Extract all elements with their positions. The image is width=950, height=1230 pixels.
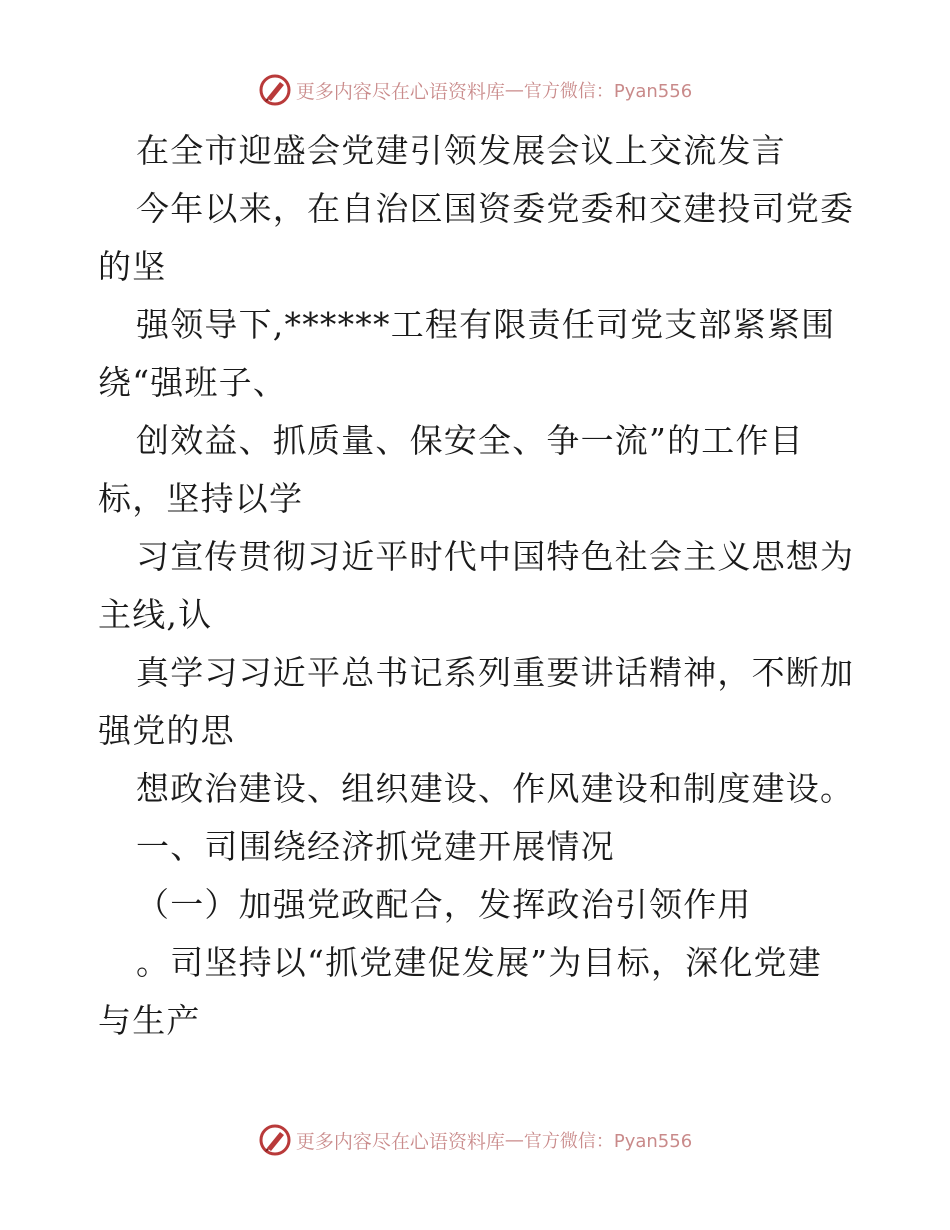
- section-heading: 一、司围绕经济抓党建开展情况: [136, 827, 615, 866]
- text-line: 强党的思: [98, 711, 235, 750]
- footer-banner-content: [258, 1123, 692, 1157]
- subsection-heading: （一）加强党政配合，发挥政治引领作用: [136, 885, 752, 924]
- banner-wechat: 官方微信：Pyan556: [523, 1131, 693, 1152]
- text-line: 想政治建设、组织建设、作风建设和制度建设。: [136, 769, 855, 808]
- banner-title: 更多内容尽在心语资料库: [295, 80, 505, 103]
- text-line: 强领导下,******工程有限责任司党支部紧紧围: [136, 305, 836, 344]
- document-body: [98, 122, 858, 1050]
- text-line: 标，坚持以学: [98, 479, 304, 518]
- text-line: 与生产: [98, 1001, 201, 1040]
- banner-separator: —: [504, 79, 524, 101]
- text-line: 真学习习近平总书记系列重要讲话精神，不断加: [136, 653, 855, 692]
- banner-title: 更多内容尽在心语资料库: [295, 1130, 505, 1153]
- text-line: 今年以来，在自治区国资委党委和交建投司党委: [136, 189, 855, 228]
- text-line: 习宣传贯彻习近平时代中国特色社会主义思想为: [136, 537, 855, 576]
- header-banner: [0, 70, 950, 110]
- banner-separator: —: [504, 1129, 524, 1151]
- footer-banner: [0, 1120, 950, 1160]
- text-line: 创效益、抓质量、保安全、争一流”的工作目: [136, 421, 804, 460]
- header-banner-content: [258, 73, 692, 107]
- document-title: 在全市迎盛会党建引领发展会议上交流发言: [136, 131, 786, 170]
- pen-logo-icon: [258, 1123, 292, 1157]
- text-line: 主线,认: [98, 595, 213, 634]
- pen-logo-icon: [258, 73, 292, 107]
- text-line: 的坚: [98, 247, 167, 286]
- text-line: 绕“强班子、: [98, 363, 288, 402]
- text-line: 。司坚持以“抓党建促发展”为目标，深化党建: [136, 943, 822, 982]
- banner-wechat: 官方微信：Pyan556: [523, 81, 693, 102]
